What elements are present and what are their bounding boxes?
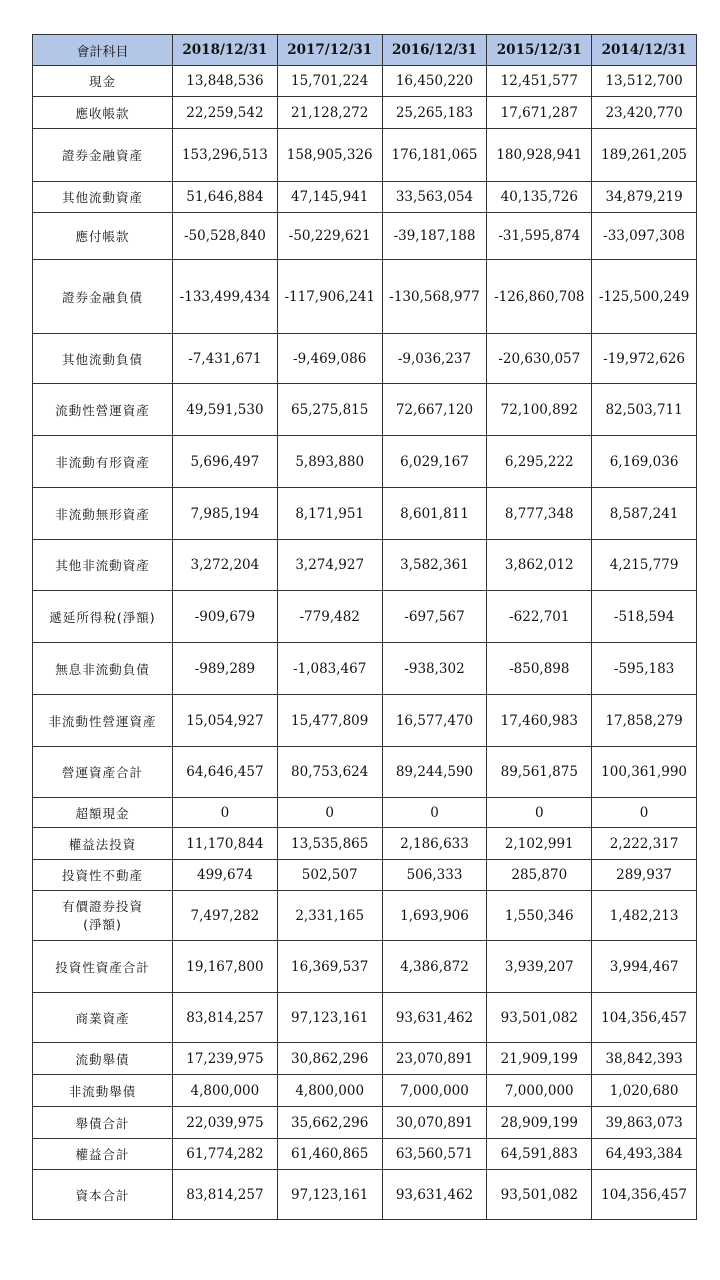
value-cell: 83,814,257 <box>173 1170 278 1220</box>
value-cell: 3,272,204 <box>173 540 278 591</box>
value-cell: -989,289 <box>173 643 278 695</box>
value-cell: 93,631,462 <box>382 993 487 1043</box>
value-cell: -20,630,057 <box>487 334 592 384</box>
value-cell: 158,905,326 <box>277 129 382 182</box>
value-cell: 12,451,577 <box>487 66 592 97</box>
value-cell: 22,259,542 <box>173 97 278 129</box>
value-cell: 17,460,983 <box>487 695 592 747</box>
value-cell: 506,333 <box>382 860 487 891</box>
value-cell: 51,646,884 <box>173 182 278 213</box>
value-cell: 83,814,257 <box>173 993 278 1043</box>
value-cell: 8,171,951 <box>277 488 382 540</box>
value-cell: 2,331,165 <box>277 891 382 941</box>
balance-sheet-table <box>32 34 697 1220</box>
value-cell: 33,563,054 <box>382 182 487 213</box>
table-row <box>33 643 697 695</box>
table-row <box>33 66 697 97</box>
value-cell: 1,550,346 <box>487 891 592 941</box>
value-cell: -9,036,237 <box>382 334 487 384</box>
row-label: 證券金融負債 <box>33 260 173 334</box>
value-cell: 4,386,872 <box>382 941 487 993</box>
value-cell: 104,356,457 <box>592 993 697 1043</box>
value-cell: 19,167,800 <box>173 941 278 993</box>
table-row <box>33 1075 697 1107</box>
row-label: 權益法投資 <box>33 828 173 860</box>
value-cell: 22,039,975 <box>173 1107 278 1139</box>
value-cell: -126,860,708 <box>487 260 592 334</box>
table-row <box>33 436 697 488</box>
value-cell: -518,594 <box>592 591 697 643</box>
value-cell: -19,972,626 <box>592 334 697 384</box>
value-cell: 40,135,726 <box>487 182 592 213</box>
value-cell: -125,500,249 <box>592 260 697 334</box>
row-label: 應付帳款 <box>33 213 173 260</box>
value-cell: 7,000,000 <box>382 1075 487 1107</box>
value-cell: 89,561,875 <box>487 747 592 798</box>
value-cell: 23,420,770 <box>592 97 697 129</box>
table-row <box>33 695 697 747</box>
value-cell: 15,477,809 <box>277 695 382 747</box>
value-cell: 176,181,065 <box>382 129 487 182</box>
value-cell: 7,497,282 <box>173 891 278 941</box>
value-cell: 34,879,219 <box>592 182 697 213</box>
value-cell: 65,275,815 <box>277 384 382 436</box>
value-cell: 97,123,161 <box>277 1170 382 1220</box>
header-row <box>33 35 697 66</box>
value-cell: 89,244,590 <box>382 747 487 798</box>
row-label: 應收帳款 <box>33 97 173 129</box>
value-cell: -33,097,308 <box>592 213 697 260</box>
value-cell: 61,460,865 <box>277 1139 382 1170</box>
value-cell: 3,994,467 <box>592 941 697 993</box>
table-row <box>33 828 697 860</box>
table-row <box>33 182 697 213</box>
row-label: 其他非流動資產 <box>33 540 173 591</box>
table-row <box>33 941 697 993</box>
value-cell: 5,696,497 <box>173 436 278 488</box>
table-body <box>33 66 697 1220</box>
value-cell: 6,169,036 <box>592 436 697 488</box>
value-cell: 13,535,865 <box>277 828 382 860</box>
table-row <box>33 97 697 129</box>
value-cell: 93,501,082 <box>487 1170 592 1220</box>
row-label: 其他流動資產 <box>33 182 173 213</box>
value-cell: 64,493,384 <box>592 1139 697 1170</box>
value-cell: -117,906,241 <box>277 260 382 334</box>
row-label: 投資性不動產 <box>33 860 173 891</box>
row-label: 遞延所得稅(淨額) <box>33 591 173 643</box>
value-cell: 30,862,296 <box>277 1043 382 1075</box>
value-cell: 93,631,462 <box>382 1170 487 1220</box>
table-row <box>33 540 697 591</box>
value-cell: 4,800,000 <box>173 1075 278 1107</box>
value-cell: -7,431,671 <box>173 334 278 384</box>
table-row <box>33 1170 697 1220</box>
table-row <box>33 129 697 182</box>
value-cell: 8,601,811 <box>382 488 487 540</box>
value-cell: 4,800,000 <box>277 1075 382 1107</box>
value-cell: 2,222,317 <box>592 828 697 860</box>
row-label: 有價證券投資 (淨額) <box>33 891 173 941</box>
row-label: 投資性資產合計 <box>33 941 173 993</box>
value-cell: -697,567 <box>382 591 487 643</box>
value-cell: 35,662,296 <box>277 1107 382 1139</box>
value-cell: -133,499,434 <box>173 260 278 334</box>
row-label: 超額現金 <box>33 798 173 828</box>
value-cell: 0 <box>382 798 487 828</box>
value-cell: -50,528,840 <box>173 213 278 260</box>
value-cell: 3,582,361 <box>382 540 487 591</box>
value-cell: -130,568,977 <box>382 260 487 334</box>
value-cell: 7,985,194 <box>173 488 278 540</box>
value-cell: 1,482,213 <box>592 891 697 941</box>
value-cell: 6,029,167 <box>382 436 487 488</box>
column-header-year: 2017/12/31 <box>277 35 382 66</box>
value-cell: 5,893,880 <box>277 436 382 488</box>
value-cell: 64,591,883 <box>487 1139 592 1170</box>
value-cell: -9,469,086 <box>277 334 382 384</box>
value-cell: 25,265,183 <box>382 97 487 129</box>
value-cell: 21,909,199 <box>487 1043 592 1075</box>
row-label: 非流動有形資產 <box>33 436 173 488</box>
row-label: 權益合計 <box>33 1139 173 1170</box>
value-cell: 39,863,073 <box>592 1107 697 1139</box>
value-cell: 13,512,700 <box>592 66 697 97</box>
table-row <box>33 488 697 540</box>
value-cell: 16,577,470 <box>382 695 487 747</box>
value-cell: -938,302 <box>382 643 487 695</box>
value-cell: -31,595,874 <box>487 213 592 260</box>
value-cell: 8,777,348 <box>487 488 592 540</box>
row-label: 商業資產 <box>33 993 173 1043</box>
column-header-year: 2014/12/31 <box>592 35 697 66</box>
table-row <box>33 260 697 334</box>
table-row <box>33 334 697 384</box>
value-cell: 30,070,891 <box>382 1107 487 1139</box>
value-cell: 100,361,990 <box>592 747 697 798</box>
value-cell: 13,848,536 <box>173 66 278 97</box>
row-label: 資本合計 <box>33 1170 173 1220</box>
value-cell: 2,186,633 <box>382 828 487 860</box>
value-cell: 104,356,457 <box>592 1170 697 1220</box>
value-cell: 21,128,272 <box>277 97 382 129</box>
value-cell: 72,100,892 <box>487 384 592 436</box>
value-cell: 47,145,941 <box>277 182 382 213</box>
value-cell: 64,646,457 <box>173 747 278 798</box>
value-cell: 49,591,530 <box>173 384 278 436</box>
row-label: 現金 <box>33 66 173 97</box>
table-row <box>33 1107 697 1139</box>
value-cell: 17,671,287 <box>487 97 592 129</box>
value-cell: 289,937 <box>592 860 697 891</box>
table-row <box>33 1043 697 1075</box>
table-row <box>33 993 697 1043</box>
value-cell: -850,898 <box>487 643 592 695</box>
value-cell: 17,858,279 <box>592 695 697 747</box>
value-cell: -909,679 <box>173 591 278 643</box>
table-row <box>33 891 697 941</box>
column-header-year: 2018/12/31 <box>173 35 278 66</box>
value-cell: 82,503,711 <box>592 384 697 436</box>
value-cell: 16,369,537 <box>277 941 382 993</box>
value-cell: 2,102,991 <box>487 828 592 860</box>
value-cell: 3,939,207 <box>487 941 592 993</box>
value-cell: 3,274,927 <box>277 540 382 591</box>
value-cell: 7,000,000 <box>487 1075 592 1107</box>
value-cell: -622,701 <box>487 591 592 643</box>
value-cell: 11,170,844 <box>173 828 278 860</box>
table-row <box>33 591 697 643</box>
value-cell: 93,501,082 <box>487 993 592 1043</box>
value-cell: 38,842,393 <box>592 1043 697 1075</box>
value-cell: 180,928,941 <box>487 129 592 182</box>
value-cell: 502,507 <box>277 860 382 891</box>
value-cell: 8,587,241 <box>592 488 697 540</box>
value-cell: 97,123,161 <box>277 993 382 1043</box>
table-row <box>33 1139 697 1170</box>
row-label: 其他流動負債 <box>33 334 173 384</box>
value-cell: -39,187,188 <box>382 213 487 260</box>
row-label: 無息非流動負債 <box>33 643 173 695</box>
row-label: 非流動無形資產 <box>33 488 173 540</box>
column-header-account: 會計科目 <box>33 35 173 66</box>
row-label: 非流動舉債 <box>33 1075 173 1107</box>
value-cell: 6,295,222 <box>487 436 592 488</box>
value-cell: 499,674 <box>173 860 278 891</box>
value-cell: 0 <box>487 798 592 828</box>
value-cell: 63,560,571 <box>382 1139 487 1170</box>
value-cell: 15,701,224 <box>277 66 382 97</box>
table-row <box>33 384 697 436</box>
table-row <box>33 860 697 891</box>
column-header-year: 2016/12/31 <box>382 35 487 66</box>
value-cell: 3,862,012 <box>487 540 592 591</box>
value-cell: 153,296,513 <box>173 129 278 182</box>
table-row <box>33 747 697 798</box>
value-cell: 80,753,624 <box>277 747 382 798</box>
row-label: 流動性營運資產 <box>33 384 173 436</box>
value-cell: 72,667,120 <box>382 384 487 436</box>
value-cell: 61,774,282 <box>173 1139 278 1170</box>
row-label: 非流動性營運資產 <box>33 695 173 747</box>
value-cell: 189,261,205 <box>592 129 697 182</box>
row-label: 營運資產合計 <box>33 747 173 798</box>
column-header-year: 2015/12/31 <box>487 35 592 66</box>
row-label: 舉債合計 <box>33 1107 173 1139</box>
value-cell: 0 <box>173 798 278 828</box>
value-cell: -50,229,621 <box>277 213 382 260</box>
value-cell: 15,054,927 <box>173 695 278 747</box>
value-cell: -779,482 <box>277 591 382 643</box>
value-cell: 16,450,220 <box>382 66 487 97</box>
table-row <box>33 213 697 260</box>
value-cell: -1,083,467 <box>277 643 382 695</box>
row-label: 證券金融資產 <box>33 129 173 182</box>
value-cell: 17,239,975 <box>173 1043 278 1075</box>
value-cell: 4,215,779 <box>592 540 697 591</box>
value-cell: 1,693,906 <box>382 891 487 941</box>
value-cell: -595,183 <box>592 643 697 695</box>
table-row <box>33 798 697 828</box>
value-cell: 28,909,199 <box>487 1107 592 1139</box>
value-cell: 1,020,680 <box>592 1075 697 1107</box>
value-cell: 285,870 <box>487 860 592 891</box>
value-cell: 23,070,891 <box>382 1043 487 1075</box>
row-label: 流動舉債 <box>33 1043 173 1075</box>
value-cell: 0 <box>277 798 382 828</box>
value-cell: 0 <box>592 798 697 828</box>
